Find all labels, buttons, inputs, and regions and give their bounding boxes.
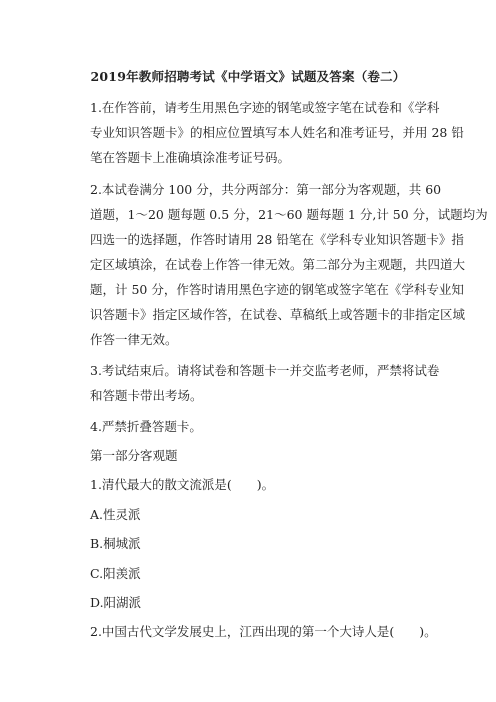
instruction-line: 道题，1～20 题每题 0.5 分，21～60 题每题 1 分,计 50 分，试题均为	[90, 207, 488, 222]
instruction-paragraph-1	[90, 95, 464, 170]
question-option: A.性灵派	[90, 507, 141, 522]
instruction-paragraph-3	[90, 358, 440, 408]
instruction-line: 定区域填涂，在试卷上作答一律无效。第二部分为主观题，共四道大	[90, 257, 466, 272]
question-option: D.阳湖派	[90, 595, 142, 610]
instruction-paragraph-4	[90, 414, 202, 439]
instruction-line: 2.本试卷满分 100 分，共分两部分：第一部分为客观题，共 60	[90, 182, 442, 197]
instruction-line: 作答一律无效。	[90, 332, 178, 347]
question-stem-2: 2.中国古代文学发展史上，江西出现的第一个大诗人是( )。	[90, 624, 437, 639]
document-title: 2019年教师招聘考试《中学语文》试题及答案（卷二）	[90, 69, 406, 84]
question-option: B.桐城派	[90, 536, 141, 551]
instruction-paragraph-2	[90, 177, 488, 352]
instruction-line: 笔在答题卡上准确填涂准考证号码。	[90, 150, 291, 165]
instruction-line: 和答题卡带出考场。	[90, 388, 203, 403]
instruction-line: 3.考试结束后。请将试卷和答题卡一并交监考老师，严禁将试卷	[90, 363, 440, 378]
instruction-line: 题，计 50 分，作答时请用黑色字迹的钢笔或签字笔在《学科专业知	[90, 282, 464, 297]
instruction-line: 四选一的选择题，作答时请用 28 铅笔在《学科专业知识答题卡》指	[90, 232, 464, 247]
question-option: C.阳羡派	[90, 566, 141, 581]
instruction-line: 4.严禁折叠答题卡。	[90, 419, 202, 434]
instruction-line: 1.在作答前，请考生用黑色字迹的钢笔或签字笔在试卷和《学科	[90, 100, 440, 115]
instruction-line: 识答题卡》指定区域作答，在试卷、草稿纸上或答题卡的非指定区域	[90, 307, 466, 322]
instruction-line: 专业知识答题卡》的相应位置填写本人姓名和准考证号，并用 28 铅	[90, 125, 464, 140]
section-heading: 第一部分客观题	[90, 448, 178, 463]
question-stem-1: 1.清代最大的散文流派是( )。	[90, 477, 275, 492]
